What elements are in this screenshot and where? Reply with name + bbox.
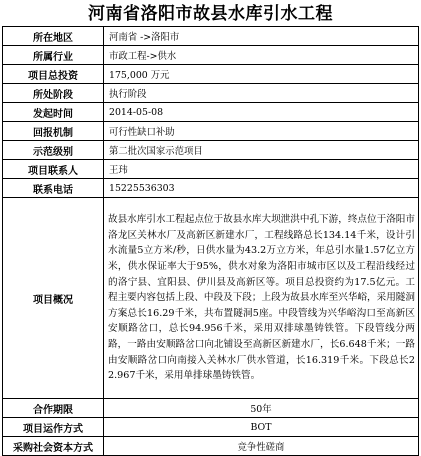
project-info-table — [2, 26, 419, 456]
row-operation-mode — [3, 418, 419, 437]
start-date-label: 发起时间 — [3, 103, 104, 122]
term-value: 50年 — [104, 399, 419, 418]
overview-label: 项目概况 — [3, 198, 104, 399]
start-date-value: 2014-05-08 — [104, 103, 419, 122]
row-start-date — [3, 103, 419, 122]
investment-value: 175,000 万元 — [104, 65, 419, 84]
row-region — [3, 27, 419, 46]
investment-label: 项目总投资 — [3, 65, 104, 84]
row-overview — [3, 198, 419, 399]
row-term — [3, 399, 419, 418]
overview-text: 故县水库引水工程起点位于故县水库大坝泄洪中孔下游，终点位于洛阳市洛龙区关林水厂及高新区新建水厂，工程线路总长134.14千米，设计引水流量5立方米/秒，日供水量为43.2万立方米，年总引水量1.57亿立方米，供水保证率大于95%，供水对象为洛阳市城市区以及工程沿线经过的洛宁县、宜阳县、伊川县及高新区等。项目总投资约为17.5亿元。工程主要内容包括上段、中段及下段；上段为故县水库至兴华峪，采用隧洞方案总长16.29千米，共布置隧洞5座。中段管线为兴华峪沟口至高新区安顺路岔口，总长94.956千米，采用双排球墨铸铁管。下段管线分两路，一路由安顺路岔口向北铺设至高新区新建水厂，长6.648千米；一路由安顺路岔口向南接入关林水厂供水管道，长16.319千米。下段总长22.967千米，采用单排球墨铸铁管。 — [104, 198, 419, 399]
row-industry — [3, 46, 419, 65]
industry-label: 所属行业 — [3, 46, 104, 65]
return-mechanism-value: 可行性缺口补助 — [104, 122, 419, 141]
procurement-value: 竞争性磋商 — [104, 437, 419, 456]
region-value: 河南省 ->洛阳市 — [104, 27, 419, 46]
demo-level-value: 第二批次国家示范项目 — [104, 141, 419, 160]
row-demo-level — [3, 141, 419, 160]
row-contact — [3, 160, 419, 179]
operation-mode-value: BOT — [104, 418, 419, 437]
stage-value: 执行阶段 — [104, 84, 419, 103]
contact-label: 项目联系人 — [3, 160, 104, 179]
phone-label: 联系电话 — [3, 179, 104, 198]
row-stage — [3, 84, 419, 103]
row-investment — [3, 65, 419, 84]
row-procurement — [3, 437, 419, 456]
term-label: 合作期限 — [3, 399, 104, 418]
return-mechanism-label: 回报机制 — [3, 122, 104, 141]
row-return-mechanism — [3, 122, 419, 141]
operation-mode-label: 项目运作方式 — [3, 418, 104, 437]
industry-value: 市政工程->供水 — [104, 46, 419, 65]
procurement-label: 采购社会资本方式 — [3, 437, 104, 456]
page-title: 河南省洛阳市故县水库引水工程 — [88, 4, 333, 24]
stage-label: 所处阶段 — [3, 84, 104, 103]
demo-level-label: 示范级别 — [3, 141, 104, 160]
row-phone — [3, 179, 419, 198]
contact-value: 王玮 — [104, 160, 419, 179]
phone-value: 15225536303 — [104, 179, 419, 198]
region-label: 所在地区 — [3, 27, 104, 46]
